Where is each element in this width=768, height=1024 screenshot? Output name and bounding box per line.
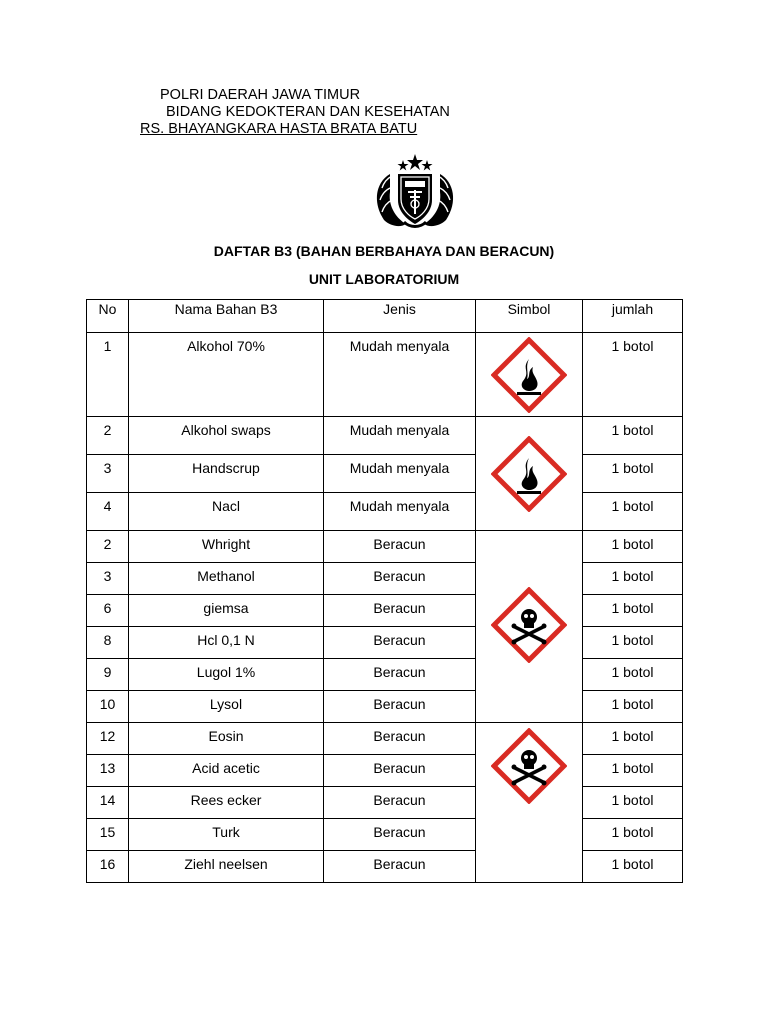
cell-qty: 1 botol: [583, 627, 683, 659]
cell-qty: 1 botol: [583, 563, 683, 595]
table-header-row: [87, 300, 683, 333]
column-header-name: Nama Bahan B3: [129, 300, 324, 333]
cell-name: Handscrup: [129, 455, 324, 493]
cell-type: Beracun: [324, 723, 476, 755]
header-line-3: RS. BHAYANGKARA HASTA BRATA BATU: [140, 121, 418, 137]
column-header-qty: jumlah: [583, 300, 683, 333]
cell-no: 9: [87, 659, 129, 691]
table-row: [87, 563, 683, 595]
cell-type: Beracun: [324, 755, 476, 787]
cell-type: Beracun: [324, 563, 476, 595]
cell-qty: 1 botol: [583, 417, 683, 455]
cell-name: Acid acetic: [129, 755, 324, 787]
cell-qty: 1 botol: [583, 691, 683, 723]
cell-qty: 1 botol: [583, 493, 683, 531]
cell-name: Methanol: [129, 563, 324, 595]
table-row: [87, 455, 683, 493]
cell-name: Rees ecker: [129, 787, 324, 819]
cell-type: Beracun: [324, 595, 476, 627]
cell-type: Beracun: [324, 627, 476, 659]
table-row: [87, 787, 683, 819]
symbol-cell: [476, 531, 583, 723]
column-header-symbol: Simbol: [476, 300, 583, 333]
table-row: [87, 755, 683, 787]
table-row: [87, 627, 683, 659]
table-row: [87, 659, 683, 691]
cell-no: 13: [87, 755, 129, 787]
header-line-1: POLRI DAERAH JAWA TIMUR: [160, 87, 361, 103]
cell-no: 3: [87, 455, 129, 493]
cell-no: 8: [87, 627, 129, 659]
symbol-cell: [476, 333, 583, 417]
cell-name: Eosin: [129, 723, 324, 755]
cell-qty: 1 botol: [583, 851, 683, 883]
cell-name: Alkohol 70%: [129, 333, 324, 417]
table-row: [87, 595, 683, 627]
hazard-table: [86, 299, 683, 883]
cell-qty: 1 botol: [583, 595, 683, 627]
table-row: [87, 851, 683, 883]
cell-type: Beracun: [324, 531, 476, 563]
skull-crossbones-icon: [491, 587, 567, 663]
table-row: [87, 723, 683, 755]
cell-qty: 1 botol: [583, 659, 683, 691]
cell-name: Hcl 0,1 N: [129, 627, 324, 659]
cell-name: Ziehl neelsen: [129, 851, 324, 883]
flame-icon: [491, 436, 567, 512]
cell-type: Beracun: [324, 691, 476, 723]
cell-no: 2: [87, 531, 129, 563]
symbol-cell: [476, 723, 583, 883]
header-line-2: BIDANG KEDOKTERAN DAN KESEHATAN: [166, 104, 450, 120]
cell-type: Beracun: [324, 819, 476, 851]
cell-qty: 1 botol: [583, 787, 683, 819]
cell-name: Nacl: [129, 493, 324, 531]
cell-name: Whright: [129, 531, 324, 563]
cell-no: 2: [87, 417, 129, 455]
cell-no: 3: [87, 563, 129, 595]
cell-type: Mudah menyala: [324, 455, 476, 493]
cell-qty: 1 botol: [583, 531, 683, 563]
cell-no: 6: [87, 595, 129, 627]
cell-type: Beracun: [324, 851, 476, 883]
cell-qty: 1 botol: [583, 755, 683, 787]
cell-type: Beracun: [324, 659, 476, 691]
cell-qty: 1 botol: [583, 819, 683, 851]
document-title: DAFTAR B3 (BAHAN BERBAHAYA DAN BERACUN): [213, 243, 555, 259]
cell-no: 12: [87, 723, 129, 755]
document-subtitle: UNIT LABORATORIUM: [308, 271, 460, 287]
symbol-cell: [476, 417, 583, 531]
cell-name: Turk: [129, 819, 324, 851]
table-row: [87, 691, 683, 723]
column-header-no: No: [87, 300, 129, 333]
cell-name: Lysol: [129, 691, 324, 723]
table-row: [87, 417, 683, 455]
cell-no: 1: [87, 333, 129, 417]
cell-name: Alkohol swaps: [129, 417, 324, 455]
police-emblem-icon: [370, 152, 460, 230]
cell-qty: 1 botol: [583, 333, 683, 417]
column-header-type: Jenis: [324, 300, 476, 333]
cell-qty: 1 botol: [583, 455, 683, 493]
skull-crossbones-icon: [491, 728, 567, 804]
cell-no: 16: [87, 851, 129, 883]
flame-icon: [491, 337, 567, 413]
cell-no: 15: [87, 819, 129, 851]
cell-type: Mudah menyala: [324, 333, 476, 417]
table-row: [87, 493, 683, 531]
cell-no: 4: [87, 493, 129, 531]
cell-no: 10: [87, 691, 129, 723]
table-row: [87, 333, 683, 417]
cell-type: Mudah menyala: [324, 417, 476, 455]
cell-type: Beracun: [324, 787, 476, 819]
cell-type: Mudah menyala: [324, 493, 476, 531]
cell-name: giemsa: [129, 595, 324, 627]
table-row: [87, 819, 683, 851]
cell-qty: 1 botol: [583, 723, 683, 755]
table-row: [87, 531, 683, 563]
cell-no: 14: [87, 787, 129, 819]
cell-name: Lugol 1%: [129, 659, 324, 691]
